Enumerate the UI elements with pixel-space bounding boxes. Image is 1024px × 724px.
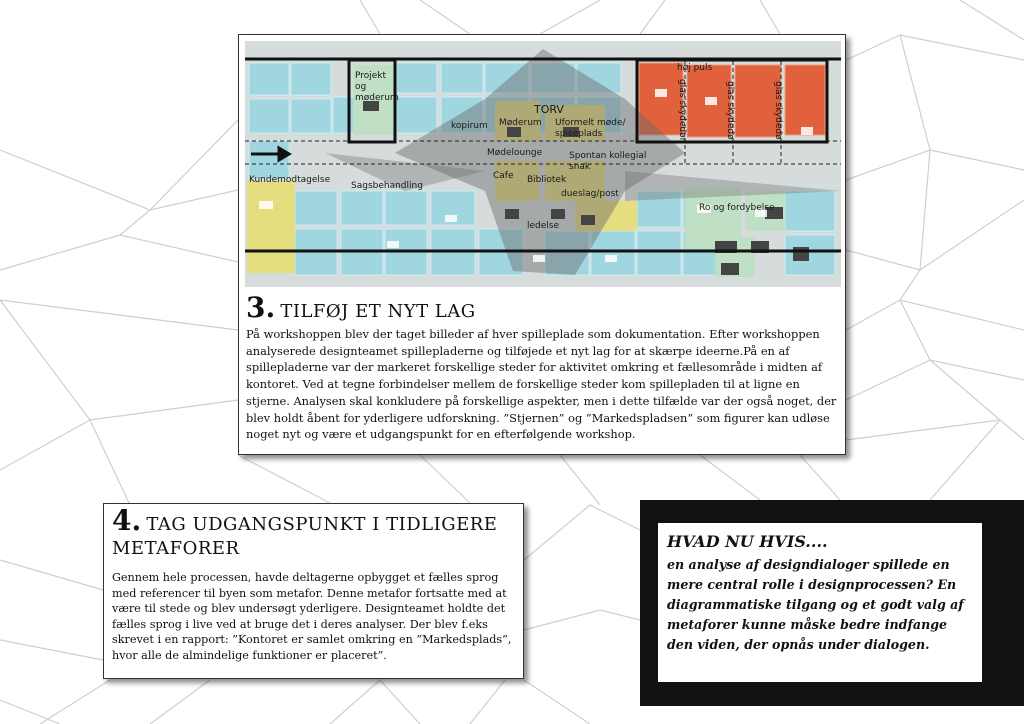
section-4-heading: [112, 504, 517, 561]
section-3-body: På workshoppen blev der taget billeder af hver spilleplade som dokumentation. Efter workshoppen analyserede designteamet spillepladerne og tilføjede et nyt lag for at skærpe ideerne.På en af spillepladerne var der markeret forskellige steder for aktivitet omkring et fællesområde i midten af kontoret. Ved at tegne forbindelser mellem de forskellige steder kom spillepladen til at ligne en stjerne. Analysen skal konkludere på forskellige aspekter, men i dette tilfælde var der også noget, der blev holdt åbent for yderligere udforskning. ”Stjernen” og ”Markedspladsen” som figurer kan udløse noget nyt og være et udgangspunkt for en efterfølgende workshop.: [246, 327, 837, 442]
label-kopirum: kopirum: [451, 121, 488, 131]
whatif-title: HVAD NU HVIS....: [667, 532, 828, 551]
label-glas-skydedor-1: glas skydedør: [677, 79, 687, 142]
whatif-box: [658, 523, 982, 682]
section-3-number: 3.: [246, 291, 276, 324]
board-illustration: [245, 41, 841, 287]
label-moderum: Møderum: [499, 118, 542, 128]
section-4-body: Gennem hele processen, havde deltagerne opbygget et fælles sprog med referencer til byen som metafor. Denne metafor fortsatte med at være til stede og blev undersøgt yderligere. Designteamet holdte det fælles sprog i live ved at bruge det i deres analyser. Der blev f.eks skrevet i en rapport: ”Kontoret er samlet omkring en ”Markedsplads”, hvor alle de almindelige funktioner er placeret”.: [112, 571, 512, 662]
section-4-card: [103, 503, 524, 679]
label-dueslag: dueslag/post: [561, 189, 619, 199]
label-hoj-puls: høj puls: [677, 63, 713, 73]
section-4-title: TAG UDGANGSPUNKT I TIDLIGERE METAFORER: [112, 514, 498, 559]
label-ro-og-fordybelse: Ro og fordybelse: [699, 203, 775, 213]
label-kundemodtagelse: Kundemodtagelse: [249, 175, 331, 185]
section-3-heading: [246, 291, 476, 324]
label-glas-skydedor-2: glas skydedør: [725, 81, 735, 144]
label-torv: TORV: [534, 103, 564, 116]
section-4-number: 4.: [112, 504, 142, 537]
label-bibliotek: Bibliotek: [527, 175, 567, 185]
label-spontan: Spontan kollegial snak: [569, 151, 647, 172]
section-3-card: [238, 34, 846, 455]
label-cafe: Cafe: [493, 171, 514, 181]
label-projekt: Projekt og møderum: [355, 71, 399, 103]
label-ledelse: ledelse: [527, 221, 560, 231]
label-modelounge: Mødelounge: [487, 148, 543, 158]
section-3-title: TILFØJ ET NYT LAG: [280, 301, 476, 322]
label-sagsbehandling: Sagsbehandling: [351, 181, 423, 191]
whatif-body: en analyse af designdialoger spillede en mere central rolle i designprocessen? En diagrammatiske tilgang og et godt valg af metaforer kunne måske bedre indfange den viden, der opnås under dialogen.: [667, 557, 964, 652]
label-glas-skydedor-3: glas skydedør: [773, 81, 783, 144]
label-uformelt: Uformelt møde/ spiseplads: [555, 118, 626, 139]
workshop-board-photo: [245, 41, 841, 287]
